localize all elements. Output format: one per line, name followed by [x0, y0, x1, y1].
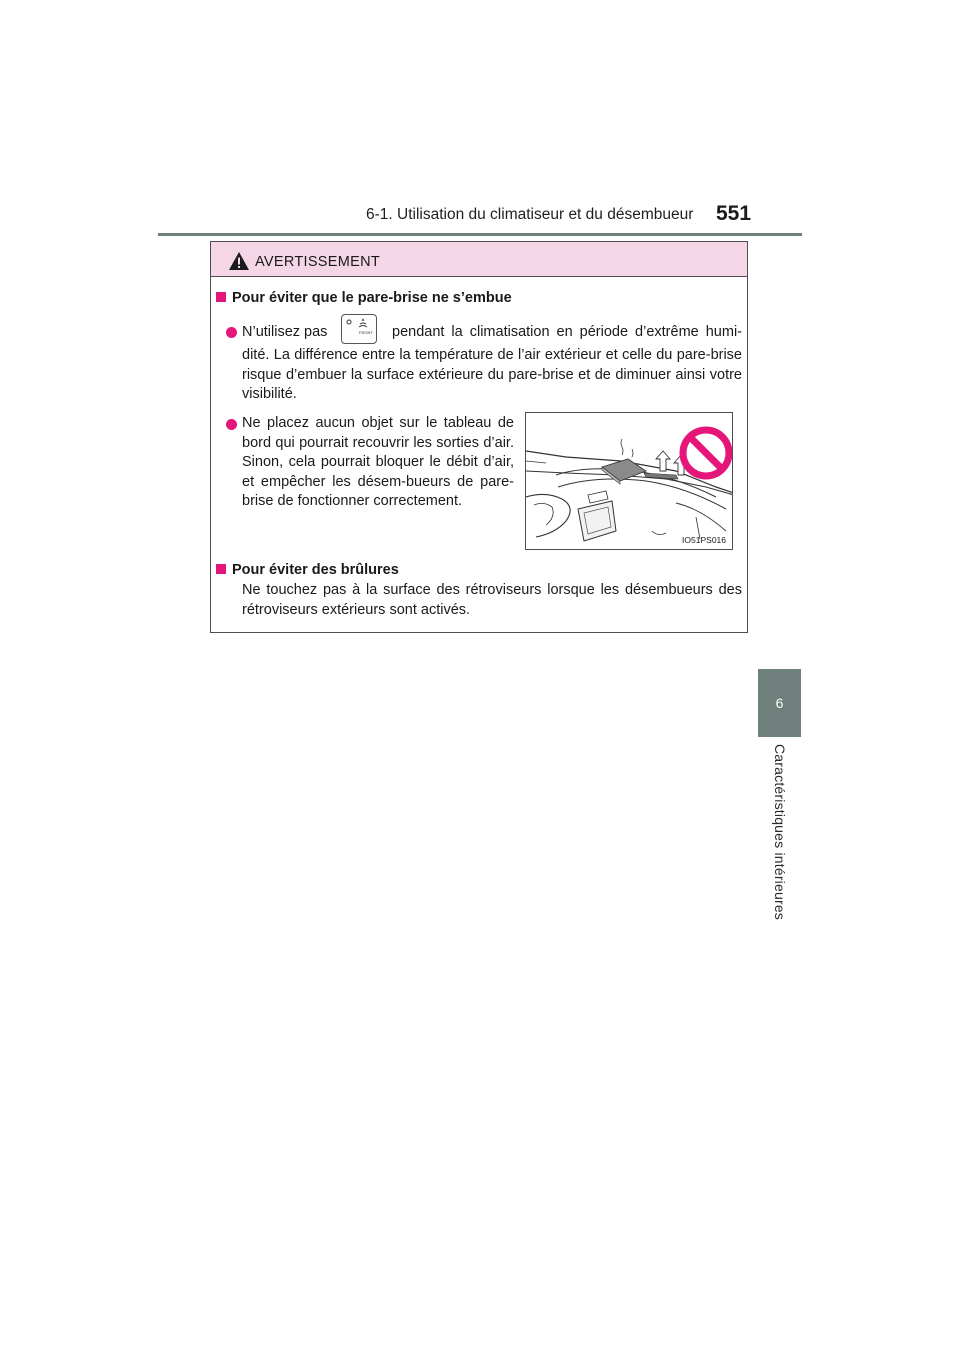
front-defogger-button-icon [341, 314, 377, 344]
section-heading-text: Pour éviter des brûlures [232, 562, 399, 578]
bullet1-lead-text: N’utilisez pas [242, 324, 328, 340]
warning-header [211, 242, 747, 277]
warning-title: AVERTISSEMENT [255, 254, 381, 270]
bullet2-body-text: Ne placez aucun objet sur le tableau de bord qui pourrait recouvrir les sorties d’air. Sinon, cela pourrait bloquer le débit d’air, et empêcher les désem-bueurs de pare-brise de fonctionner correctement. [242, 415, 514, 509]
bullet1-after-button-text: pendant la climatisation en période d’extrême humi- [392, 324, 742, 340]
front-button-label: FRONT [359, 330, 373, 335]
square-bullet-icon [216, 292, 226, 302]
header-divider [158, 233, 802, 236]
section-title: 6-1. Utilisation du climatiseur et du désembueur [366, 206, 694, 223]
chapter-tab-number: 6 [758, 669, 801, 737]
section-heading-text: Pour éviter que le pare-brise ne s’embue [232, 290, 512, 306]
dashboard-illustration [525, 412, 733, 550]
section-heading-burns [216, 562, 399, 578]
square-bullet-icon [216, 564, 226, 574]
illustration-code: IO51PS016 [682, 535, 726, 545]
burns-body-text: Ne touchez pas à la surface des rétroviseurs lorsque les désembueurs des rétroviseurs extérieurs sont activés. [242, 582, 742, 618]
round-bullet-icon [226, 419, 237, 430]
fan-symbol-icon [342, 315, 376, 343]
page-number: 551 [716, 202, 752, 225]
round-bullet-icon [226, 327, 237, 338]
section-heading-fogging [216, 290, 512, 306]
chapter-tab-title: Caractéristiques intérieures [772, 744, 788, 921]
dashboard-drawing [526, 413, 733, 550]
warning-triangle-icon [228, 251, 250, 271]
bullet1-body-text: dité. La différence entre la température de l’air extérieur et celle du pare-brise risque d’embuer la surface extérieure du pare-brise et de diminuer ainsi votre visibilité. [242, 347, 742, 402]
